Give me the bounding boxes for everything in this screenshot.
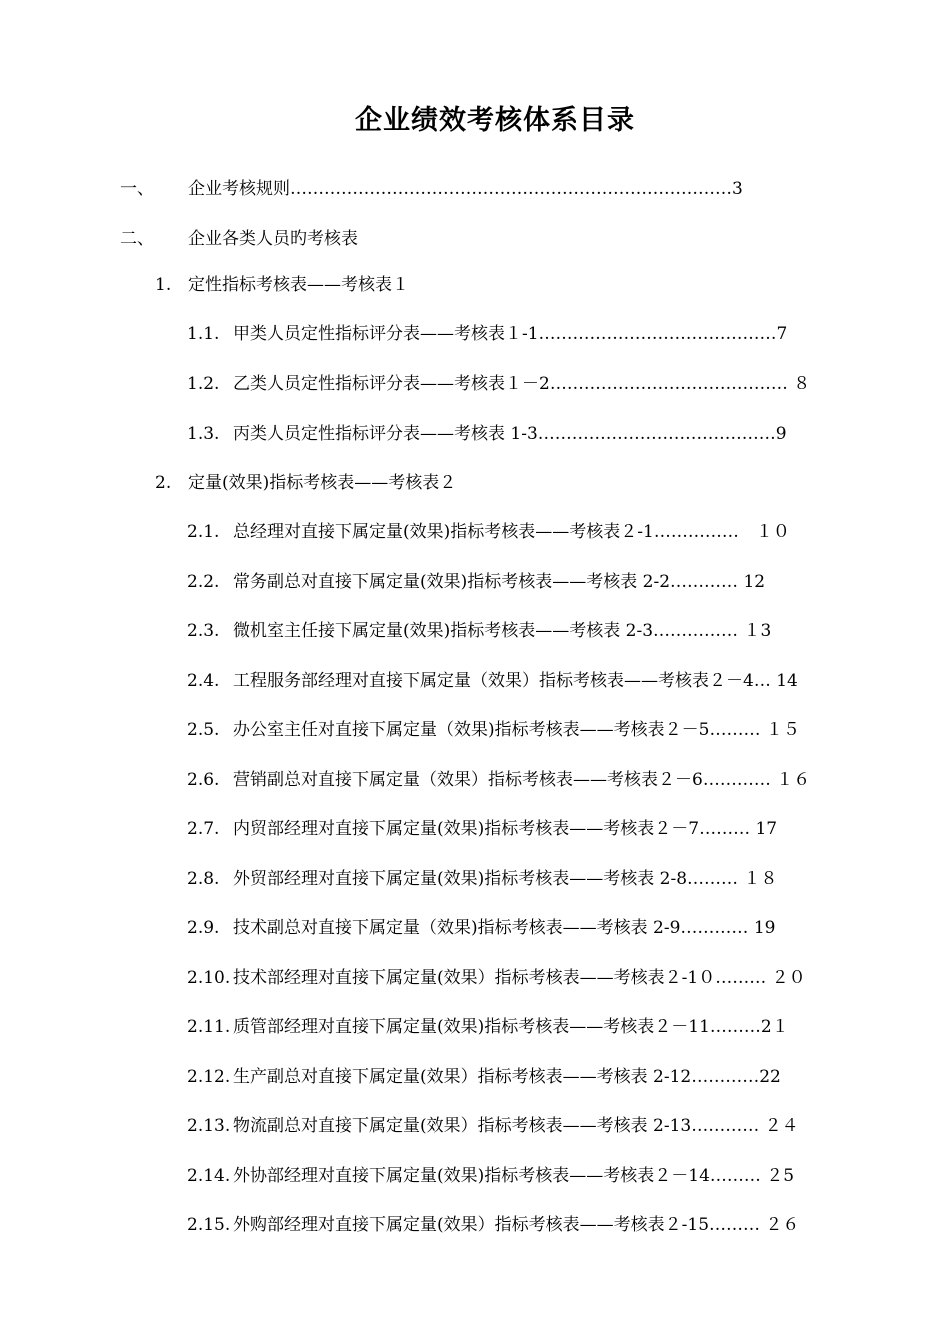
toc-entry-text: 办公室主任对直接下属定量（效果)指标考核表——考核表２－5……… １５ (233, 720, 800, 740)
toc-entry-number: 2.15. (187, 1215, 231, 1235)
toc-entry-text: 生产副总对直接下属定量(效果）指标考核表——考核表 2-12…………22 (233, 1067, 781, 1087)
toc-entry (187, 967, 806, 989)
toc-entry-text: 内贸部经理对直接下属定量(效果)指标考核表——考核表２－7……… 17 (233, 819, 778, 839)
toc-entry (187, 1214, 799, 1236)
toc-entry-text: 技术部经理对直接下属定量(效果）指标考核表——考核表２-1０……… ２０ (233, 968, 806, 988)
toc-entry-number: 2.6. (187, 770, 220, 790)
toc-entry-text: 物流副总对直接下属定量(效果）指标考核表——考核表 2-13………… ２４ (233, 1116, 799, 1136)
toc-entry-text: 技术副总对直接下属定量（效果)指标考核表——考核表 2-9………… 19 (233, 918, 776, 938)
toc-entry (187, 1016, 789, 1038)
document-title: 企业绩效考核体系目录 (355, 105, 635, 136)
toc-entry (187, 571, 765, 593)
toc-entry (187, 620, 771, 642)
toc-entry-text: 甲类人员定性指标评分表——考核表１-1……………………………………7 (233, 324, 788, 344)
toc-entry-number: 2.2. (187, 572, 220, 592)
toc-entry (187, 423, 787, 445)
toc-entry-number: 二、 (120, 229, 154, 249)
toc-entry (187, 670, 798, 692)
toc-entry-text: 总经理对直接下属定量(效果)指标考核表——考核表２-1…………… １０ (233, 522, 790, 542)
toc-entry-number: 1.3. (187, 424, 220, 444)
toc-entry-number: 2.5. (187, 720, 220, 740)
toc-entry-number: 2.10. (187, 968, 231, 988)
toc-entry (187, 323, 787, 345)
toc-entry (187, 373, 810, 395)
toc-entry (120, 228, 358, 250)
toc-entry-text: 定量(效果)指标考核表——考核表２ (188, 473, 457, 493)
toc-entry-text: 定性指标考核表——考核表１ (188, 275, 409, 295)
toc-entry (120, 178, 743, 200)
toc-entry (187, 1066, 781, 1088)
toc-entry-number: 2.14. (187, 1166, 231, 1186)
toc-entry-text: 微机室主任接下属定量(效果)指标考核表——考核表 2-3…………… １3 (233, 621, 772, 641)
toc-entry-text: 工程服务部经理对直接下属定量（效果）指标考核表——考核表２－4… 14 (233, 671, 798, 691)
toc-entry (187, 521, 790, 543)
toc-entry-number: 2.4. (187, 671, 220, 691)
toc-entry-number: 2.11. (187, 1017, 231, 1037)
toc-entry-text: 质管部经理对直接下属定量(效果)指标考核表——考核表２－11………2１ (233, 1017, 789, 1037)
toc-entry (187, 719, 800, 741)
toc-entry-number: 2.3. (187, 621, 220, 641)
toc-entry (155, 472, 456, 494)
toc-entry (187, 1165, 794, 1187)
toc-entry (187, 769, 810, 791)
toc-entry-number: 1.1. (187, 324, 220, 344)
toc-entry-number: 1. (155, 275, 172, 295)
toc-entry-text: 丙类人员定性指标评分表——考核表 1-3……………………………………9 (233, 424, 787, 444)
toc-entry-number: 2.9. (187, 918, 220, 938)
toc-entry-number: 2. (155, 473, 172, 493)
toc-entry-number: 2.13. (187, 1116, 231, 1136)
toc-entry-number: 2.8. (187, 869, 220, 889)
toc-entry-text: 外购部经理对直接下属定量(效果）指标考核表——考核表２-15……… ２６ (233, 1215, 800, 1235)
toc-entry (187, 1115, 799, 1137)
toc-entry-number: 2.12. (187, 1067, 231, 1087)
toc-entry-number: 1.2. (187, 374, 220, 394)
toc-entry-text: 营销副总对直接下属定量（效果）指标考核表——考核表２－6………… １６ (233, 770, 811, 790)
toc-entry-number: 2.7. (187, 819, 220, 839)
toc-entry (187, 917, 775, 939)
toc-entry-text: 企业考核规则……………………………………………………………………3 (188, 179, 743, 199)
toc-entry-text: 外贸部经理对直接下属定量(效果)指标考核表——考核表 2-8……… １８ (233, 869, 778, 889)
toc-entry-text: 乙类人员定性指标评分表——考核表１－2…………………………………… ８ (233, 374, 811, 394)
toc-entry-number: 2.1. (187, 522, 220, 542)
toc-entry-number: 一、 (120, 179, 154, 199)
toc-entry (187, 868, 777, 890)
toc-entry (155, 274, 409, 296)
toc-entry-text: 外协部经理对直接下属定量(效果)指标考核表——考核表２－14……… ２5 (233, 1166, 795, 1186)
toc-entry-text: 常务副总对直接下属定量(效果)指标考核表——考核表 2-2………… 12 (233, 572, 766, 592)
toc-entry (187, 818, 777, 840)
toc-entry-text: 企业各类人员旳考核表 (188, 229, 358, 249)
